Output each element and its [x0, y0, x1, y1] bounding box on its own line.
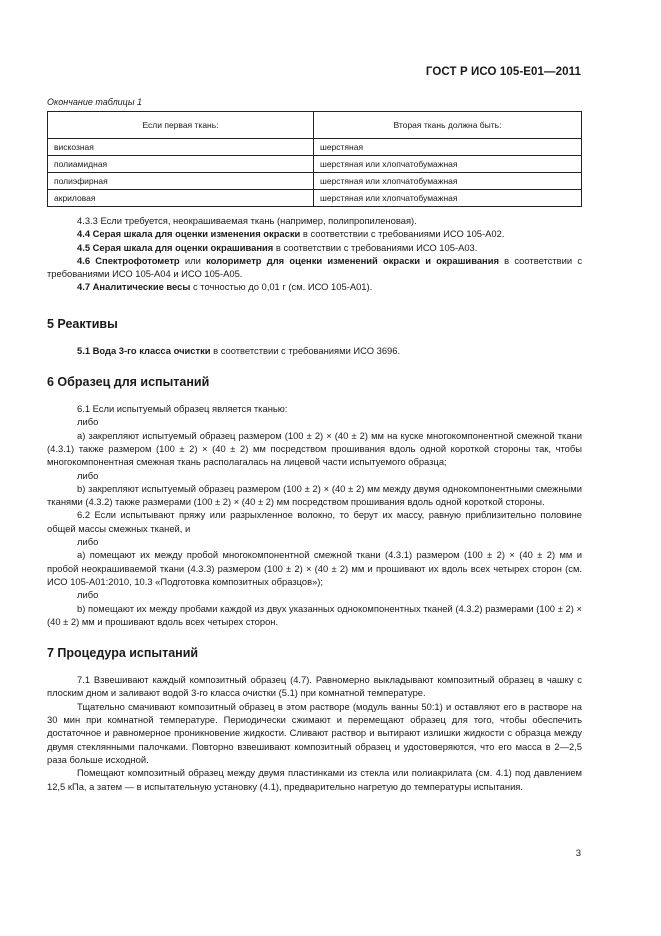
table-row — [48, 156, 582, 173]
clause-number: 4.6 — [77, 254, 91, 266]
table-header-row — [48, 112, 582, 139]
clause-text: или — [179, 254, 207, 266]
table-header-second-fabric: Вторая ткань должна быть: — [314, 112, 582, 139]
clause-text: в соответствии с требованиями ИСО 105-A03. — [273, 241, 478, 253]
table-row — [48, 173, 582, 190]
clause-title: колориметр для оценки изменений окраски и окрашивания — [206, 254, 499, 266]
table-row — [48, 190, 582, 207]
document-header: ГОСТ Р ИСО 105-E01—2011 — [425, 66, 581, 78]
clause-number: 5.1 — [77, 344, 91, 356]
either-label: либо — [77, 589, 99, 601]
clause-6-2: 6.2 Если испытывают пряжу или разрыхленное волокно, то берут их массу, равную приблизительно половине общей массы смежных тканей, и — [47, 509, 582, 534]
either-label: либо — [77, 469, 99, 481]
table-cell-first: вискозная — [48, 139, 314, 156]
clause-7-1-paragraph: Помещают композитный образец между двумя пластинками из стекла или полиакрилата (см. 4.1) под давлением 12,5 кПа, а затем — в испытательную установку (4.1), предварительно нагретую до температуры испытания. — [47, 767, 582, 792]
clause-6-1-b: b) закрепляют испытуемый образец размером (100 ± 2) × (40 ± 2) мм между двумя однокомпонентными смежными тканями (4.3.2) также размерами (100 ± 2) × (40 ± 2) мм посредством прошивания вдоль одной короткой стороны. — [47, 482, 582, 508]
section-heading-5: 5 Реактивы — [47, 316, 118, 331]
clause-title: Спектрофотометр — [95, 254, 180, 266]
table-cell-second: шерстяная или хлопчатобумажная — [314, 173, 582, 190]
clause-4-4 — [47, 227, 582, 240]
clause-4-3-3: 4.3.3 Если требуется, неокрашиваемая ткань (например, полипропиленовая). — [77, 215, 417, 226]
table-cell-second: шерстяная или хлопчатобумажная — [314, 190, 582, 207]
clause-6-1: 6.1 Если испытуемый образец является тканью: — [77, 403, 288, 415]
clause-title: Аналитические весы — [92, 281, 191, 293]
page-number: 3 — [575, 848, 581, 859]
either-label: либо — [77, 536, 99, 548]
either-label: либо — [77, 416, 99, 428]
clause-6-2-b: b) помещают их между пробами каждой из двух указанных однокомпонентных тканей (4.3.2) размерами (100 ± 2) × (40 ± 2) мм и прошивают вдоль всех четырех сторон. — [47, 602, 582, 627]
clause-number: 4.7 — [77, 281, 91, 293]
table-caption: Окончание таблицы 1 — [47, 97, 142, 107]
clause-4-5 — [47, 241, 582, 254]
clause-7-1: 7.1 Взвешивают каждый композитный образец (4.7). Равномерно выкладывают композитный образец в чашку с плоским дном и заливают водой 3-го класса очистки (5.1) при комнатной температуре. — [47, 674, 582, 699]
clause-title: Вода 3-го класса очистки — [92, 344, 211, 356]
document-body — [47, 214, 582, 793]
clause-6-1-a: a) закрепляют испытуемый образец размером (100 ± 2) × (40 ± 2) мм на куске многокомпонентной смежной ткани (4.3.1) также размером (100 ± 2) × (40 ± 2) мм посредством прошивания вдоль одной короткой стороны так, чтобы многокомпонентная смежная ткань располагалась на лицевой части испытуемого образца; — [47, 429, 582, 468]
clause-text: в соответствии с требованиями ИСО 105-A04 и ИСО 105-A05. — [47, 254, 583, 280]
table-row — [48, 139, 582, 156]
table-header-first-fabric: Если первая ткань: — [48, 112, 314, 139]
clause-text: в соответствии с требованиями ИСО 105-A02. — [300, 228, 505, 240]
clause-number: 4.5 — [77, 241, 91, 253]
table-cell-second: шерстяная — [314, 139, 582, 156]
clause-title: Серая шкала для оценки окрашивания — [92, 241, 274, 253]
clause-6-2-a: a) помещают их между пробой многокомпонентной смежной ткани (4.3.1) размером (100 ± 2) × (40 ± 2) мм и пробой неокрашиваемой ткани (4.3.3) размером (100 ± 2) × (40 ± 2) мм и прошивают их вдоль всех четырех сторон (см. ИСО 105-A01:2010, 10.3 «Подготовка композитных образцов»); — [47, 549, 582, 587]
table-cell-first: акриловая — [48, 190, 314, 207]
clause-title: Серая шкала для оценки изменения окраски — [92, 228, 301, 240]
section-heading-6: 6 Образец для испытаний — [47, 375, 210, 390]
table-cell-first: полиамидная — [48, 156, 314, 173]
table-cell-first: полиэфирная — [48, 173, 314, 190]
clause-4-7 — [47, 280, 582, 293]
clause-4-6 — [47, 254, 582, 281]
fabric-table — [47, 111, 582, 207]
clause-text: с точностью до 0,01 г (см. ИСО 105-A01). — [190, 281, 373, 293]
clause-text: в соответствии с требованиями ИСО 3696. — [210, 344, 401, 356]
clause-number: 4.4 — [77, 228, 91, 240]
table-cell-second: шерстяная или хлопчатобумажная — [314, 156, 582, 173]
clause-5-1 — [47, 344, 582, 357]
clause-7-1-paragraph: Тщательно смачивают композитный образец в этом растворе (модуль ванны 50:1) и оставляют его в растворе на 30 мин при комнатной температуре. Периодически сжимают и перемещают образец для того, чтобы обеспечить достаточное и равномерное проникновение жидкости. Сливают раствор и вытирают излишки жидкости с образца между двумя стеклянными палочками. Повторно взвешивают композитный образец и удостоверяются, что его масса в 2—2,5 раза больше исходной. — [47, 700, 582, 765]
section-heading-7: 7 Процедура испытаний — [47, 646, 199, 661]
